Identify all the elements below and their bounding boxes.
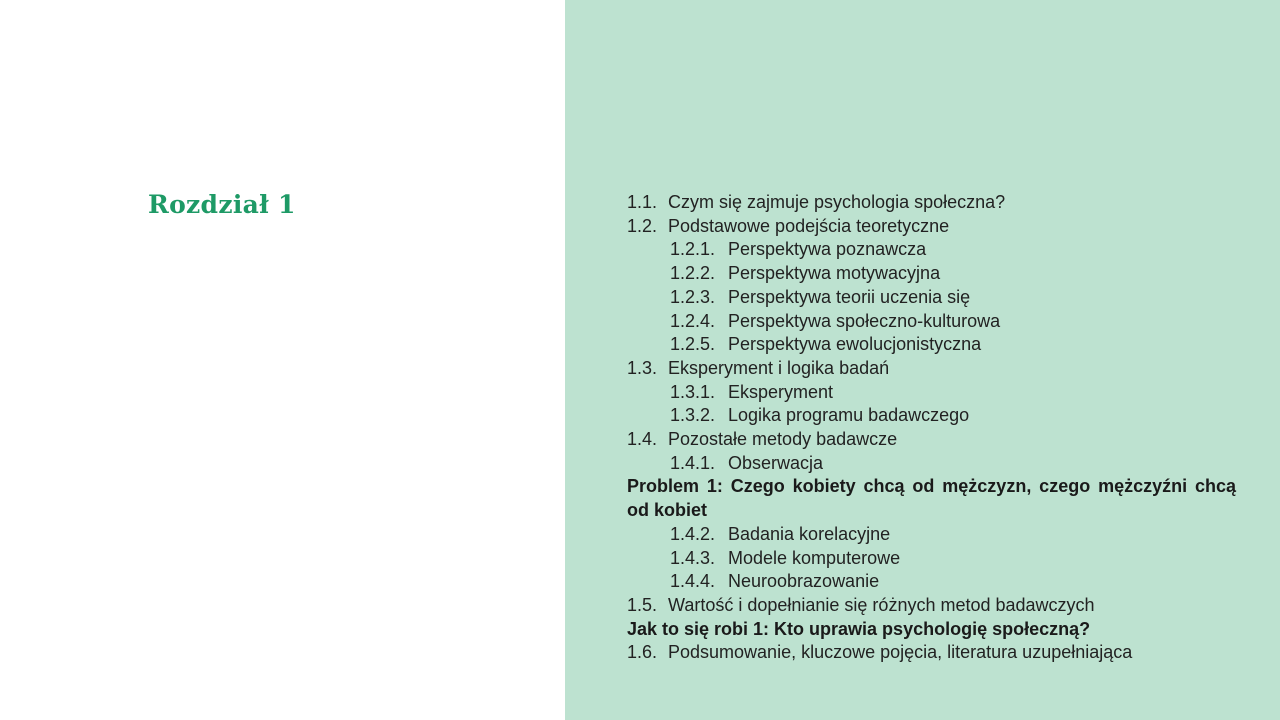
toc-subitem (627, 547, 1236, 571)
toc-item-number: 1.2.5. (670, 334, 716, 355)
toc-howto-heading: Jak to się robi 1: Kto uprawia psychologię społeczną? (627, 618, 1091, 639)
toc-item-text: Perspektywa teorii uczenia się (728, 286, 971, 307)
toc-item-text: Modele komputerowe (728, 547, 901, 568)
toc-subitem (627, 570, 1236, 594)
toc-item-text: Logika programu badawczego (728, 405, 970, 426)
toc-item-number: 1.3.1. (670, 381, 716, 402)
toc-item-number: 1.2.4. (670, 310, 716, 331)
toc-item-number: 1.4.1. (670, 452, 716, 473)
chapter-title: Rozdział 1 (148, 190, 296, 219)
toc-subitem (627, 452, 1236, 476)
toc-item (627, 215, 1236, 239)
toc-item (627, 357, 1236, 381)
toc-subitem (627, 310, 1236, 334)
toc-item-number: 1.3. (627, 357, 658, 378)
toc-item-number: 1.4.4. (670, 571, 716, 592)
toc-subitem (627, 262, 1236, 286)
toc-subitem (627, 404, 1236, 428)
toc-item-text: Neuroobrazowanie (728, 571, 880, 592)
toc-item-text: Obserwacja (728, 452, 824, 473)
toc-item (627, 428, 1236, 452)
toc-item-number: 1.4.2. (670, 523, 716, 544)
toc-problem-heading: Problem 1: Czego kobiety chcą od mężczyzn, czego mężczyźni chcą od kobiet (627, 476, 1236, 521)
toc-item-text: Wartość i dopełnianie się różnych metod badawczych (668, 594, 1095, 615)
left-panel (0, 0, 565, 720)
toc-subitem (627, 523, 1236, 547)
toc-item-number: 1.6. (627, 642, 658, 663)
toc-item-number: 1.5. (627, 594, 658, 615)
toc-item (627, 594, 1236, 618)
toc-item-text: Perspektywa ewolucjonistyczna (728, 334, 982, 355)
toc-item-number: 1.4.3. (670, 547, 716, 568)
toc-item-number: 1.2.2. (670, 263, 716, 284)
toc-subitem (627, 238, 1236, 262)
toc-item-text: Eksperyment i logika badań (668, 357, 890, 378)
right-panel (565, 0, 1280, 720)
toc-item-text: Czym się zajmuje psychologia społeczna? (668, 192, 1006, 212)
toc-item-number: 1.1. (627, 192, 658, 212)
toc-item-text: Perspektywa motywacyjna (728, 263, 941, 284)
toc-item-number: 1.2.3. (670, 286, 716, 307)
toc-item-text: Pozostałe metody badawcze (668, 429, 898, 450)
toc-item-text: Podsumowanie, kluczowe pojęcia, literatura uzupełniająca (668, 642, 1133, 663)
toc-subitem (627, 381, 1236, 405)
toc-subitem (627, 286, 1236, 310)
toc-item-number: 1.2. (627, 215, 658, 236)
toc-item-text: Perspektywa społeczno-kulturowa (728, 310, 1001, 331)
toc-item-number: 1.2.1. (670, 239, 716, 260)
toc-item-number: 1.4. (627, 429, 658, 450)
toc-item (627, 191, 1236, 215)
toc-item-text: Perspektywa poznawcza (728, 239, 927, 260)
table-of-contents (627, 191, 1236, 665)
toc-item-number: 1.3.2. (670, 405, 716, 426)
toc-item-text: Eksperyment (728, 381, 834, 402)
toc-item-text: Podstawowe podejścia teoretyczne (668, 215, 950, 236)
toc-subitem (627, 333, 1236, 357)
toc-item (627, 641, 1236, 665)
toc-item-text: Badania korelacyjne (728, 523, 891, 544)
